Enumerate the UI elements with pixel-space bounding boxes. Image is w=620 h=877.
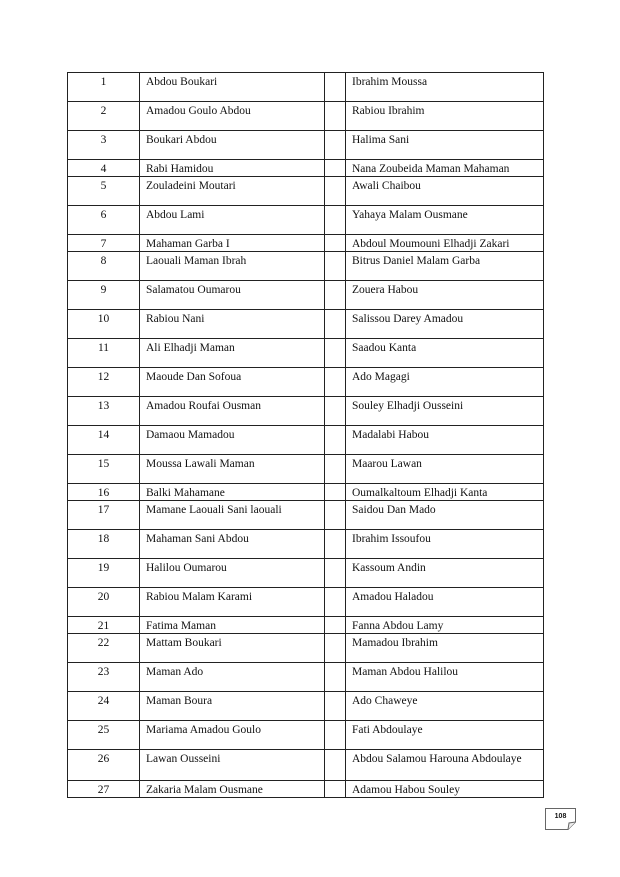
table-row (68, 73, 544, 102)
row-number: 16 (68, 484, 140, 501)
name-column-a: Abdou Lami (140, 206, 325, 235)
spacer-cell (325, 310, 346, 339)
table-row (68, 160, 544, 177)
row-number: 26 (68, 750, 140, 781)
name-column-a: Amadou Goulo Abdou (140, 102, 325, 131)
row-number: 21 (68, 617, 140, 634)
name-column-b: Halima Sani (346, 131, 544, 160)
row-number: 24 (68, 692, 140, 721)
row-number: 14 (68, 426, 140, 455)
row-number: 22 (68, 634, 140, 663)
spacer-cell (325, 501, 346, 530)
name-column-b: Abdou Salamou Harouna Abdoulaye (346, 750, 544, 781)
spacer-cell (325, 721, 346, 750)
table-row (68, 750, 544, 781)
name-column-a: Halilou Oumarou (140, 559, 325, 588)
table-row (68, 368, 544, 397)
spacer-cell (325, 131, 346, 160)
spacer-cell (325, 177, 346, 206)
table-row (68, 455, 544, 484)
name-column-b: Zouera Habou (346, 281, 544, 310)
spacer-cell (325, 530, 346, 559)
name-column-a: Lawan Ousseini (140, 750, 325, 781)
spacer-cell (325, 484, 346, 501)
name-column-a: Laouali Maman Ibrah (140, 252, 325, 281)
names-table-body (68, 73, 544, 798)
name-column-a: Maman Ado (140, 663, 325, 692)
spacer-cell (325, 634, 346, 663)
name-column-a: Mahaman Sani Abdou (140, 530, 325, 559)
spacer-cell (325, 455, 346, 484)
name-column-b: Fanna Abdou Lamy (346, 617, 544, 634)
table-row (68, 102, 544, 131)
row-number: 2 (68, 102, 140, 131)
spacer-cell (325, 206, 346, 235)
row-number: 5 (68, 177, 140, 206)
name-column-a: Maman Boura (140, 692, 325, 721)
row-number: 17 (68, 501, 140, 530)
table-row (68, 252, 544, 281)
table-row (68, 692, 544, 721)
table-row (68, 397, 544, 426)
spacer-cell (325, 102, 346, 131)
table-row (68, 588, 544, 617)
name-column-a: Rabiou Nani (140, 310, 325, 339)
table-row (68, 310, 544, 339)
row-number: 4 (68, 160, 140, 177)
spacer-cell (325, 281, 346, 310)
name-column-b: Nana Zoubeida Maman Mahaman (346, 160, 544, 177)
row-number: 12 (68, 368, 140, 397)
name-column-b: Awali Chaibou (346, 177, 544, 206)
spacer-cell (325, 617, 346, 634)
row-number: 13 (68, 397, 140, 426)
name-column-b: Adamou Habou Souley (346, 781, 544, 798)
spacer-cell (325, 252, 346, 281)
spacer-cell (325, 750, 346, 781)
name-column-b: Souley Elhadji Ousseini (346, 397, 544, 426)
name-column-a: Ali Elhadji Maman (140, 339, 325, 368)
name-column-b: Fati Abdoulaye (346, 721, 544, 750)
row-number: 9 (68, 281, 140, 310)
table-row (68, 206, 544, 235)
row-number: 18 (68, 530, 140, 559)
name-column-a: Fatima Maman (140, 617, 325, 634)
row-number: 25 (68, 721, 140, 750)
name-column-b: Ibrahim Issoufou (346, 530, 544, 559)
name-column-b: Ado Magagi (346, 368, 544, 397)
spacer-cell (325, 160, 346, 177)
name-column-a: Damaou Mamadou (140, 426, 325, 455)
row-number: 10 (68, 310, 140, 339)
name-column-b: Madalabi Habou (346, 426, 544, 455)
name-column-b: Maarou Lawan (346, 455, 544, 484)
names-table (67, 72, 544, 798)
spacer-cell (325, 368, 346, 397)
name-column-b: Maman Abdou Halilou (346, 663, 544, 692)
row-number: 19 (68, 559, 140, 588)
name-column-a: Mahaman Garba I (140, 235, 325, 252)
name-column-b: Amadou Haladou (346, 588, 544, 617)
table-row (68, 281, 544, 310)
spacer-cell (325, 426, 346, 455)
name-column-a: Abdou Boukari (140, 73, 325, 102)
name-column-b: Rabiou Ibrahim (346, 102, 544, 131)
table-row (68, 530, 544, 559)
name-column-a: Mamane Laouali Sani laouali (140, 501, 325, 530)
name-column-a: Zouladeini Moutari (140, 177, 325, 206)
name-column-b: Bitrus Daniel Malam Garba (346, 252, 544, 281)
name-column-a: Amadou Roufai Ousman (140, 397, 325, 426)
name-column-b: Abdoul Moumouni Elhadji Zakari (346, 235, 544, 252)
name-column-b: Yahaya Malam Ousmane (346, 206, 544, 235)
table-row (68, 663, 544, 692)
name-column-a: Balki Mahamane (140, 484, 325, 501)
name-column-a: Rabi Hamidou (140, 160, 325, 177)
table-row (68, 634, 544, 663)
name-column-b: Kassoum Andin (346, 559, 544, 588)
table-row (68, 484, 544, 501)
row-number: 27 (68, 781, 140, 798)
name-column-a: Rabiou Malam Karami (140, 588, 325, 617)
table-row (68, 721, 544, 750)
row-number: 23 (68, 663, 140, 692)
row-number: 15 (68, 455, 140, 484)
name-column-b: Oumalkaltoum Elhadji Kanta (346, 484, 544, 501)
name-column-a: Boukari Abdou (140, 131, 325, 160)
spacer-cell (325, 235, 346, 252)
spacer-cell (325, 692, 346, 721)
spacer-cell (325, 73, 346, 102)
table-row (68, 426, 544, 455)
row-number: 1 (68, 73, 140, 102)
name-column-a: Mariama Amadou Goulo (140, 721, 325, 750)
table-row (68, 559, 544, 588)
table-row (68, 617, 544, 634)
page-number: 108 (554, 813, 567, 820)
table-row (68, 501, 544, 530)
row-number: 6 (68, 206, 140, 235)
name-column-b: Mamadou Ibrahim (346, 634, 544, 663)
row-number: 7 (68, 235, 140, 252)
name-column-a: Zakaria Malam Ousmane (140, 781, 325, 798)
name-column-b: Salissou Darey Amadou (346, 310, 544, 339)
row-number: 8 (68, 252, 140, 281)
name-column-b: Ibrahim Moussa (346, 73, 544, 102)
table-row (68, 781, 544, 798)
page-number-badge (545, 808, 576, 830)
name-column-a: Mattam Boukari (140, 634, 325, 663)
name-column-a: Maoude Dan Sofoua (140, 368, 325, 397)
table-row (68, 131, 544, 160)
spacer-cell (325, 397, 346, 426)
spacer-cell (325, 339, 346, 368)
row-number: 11 (68, 339, 140, 368)
spacer-cell (325, 781, 346, 798)
table-row (68, 235, 544, 252)
name-column-b: Saadou Kanta (346, 339, 544, 368)
name-column-a: Salamatou Oumarou (140, 281, 325, 310)
row-number: 3 (68, 131, 140, 160)
name-column-b: Ado Chaweye (346, 692, 544, 721)
spacer-cell (325, 588, 346, 617)
spacer-cell (325, 559, 346, 588)
name-column-b: Saidou Dan Mado (346, 501, 544, 530)
spacer-cell (325, 663, 346, 692)
table-row (68, 177, 544, 206)
row-number: 20 (68, 588, 140, 617)
table-row (68, 339, 544, 368)
name-column-a: Moussa Lawali Maman (140, 455, 325, 484)
